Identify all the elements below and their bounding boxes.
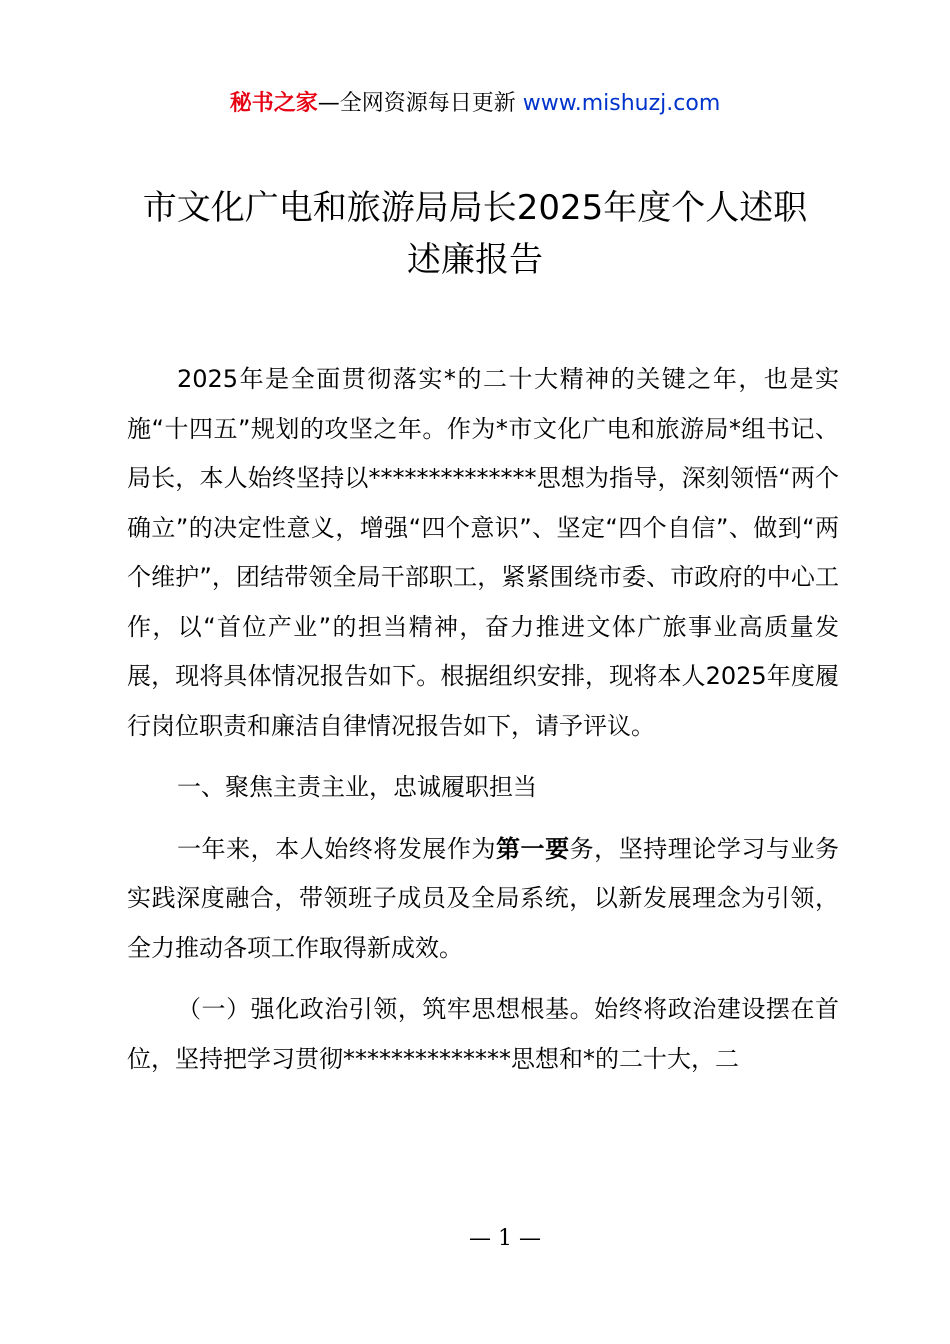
brand-name: 秘书之家 [229, 91, 318, 116]
title-line-2: 述廉报告 [407, 240, 543, 280]
paragraph-overview [127, 825, 839, 974]
site-header [0, 88, 950, 120]
paragraph-overview-end: 务，坚持理论学习与业务实践深度融合，带领班子成员及全局系统，以新发展理念为引领，全力推动各项工作取得新成效。 [127, 834, 840, 962]
header-tagline: —全网资源每日更新 [317, 91, 523, 116]
paragraph-overview-start: 一年来，本人始终将发展作为 [177, 834, 496, 863]
document-body [127, 355, 839, 1084]
title-line-1: 市文化广电和旅游局局长2025年度个人述职 [142, 188, 808, 228]
document-title [0, 182, 950, 286]
paragraph-intro: 2025年是全面贯彻落实*的二十大精神的关键之年，也是实施“十四五”规划的攻坚之年。作为*市文化广电和旅游局*组书记、局长，本人始终坚持以**************思想为指导，深刻领悟“两个确立”的决定性意义，增强“四个意识”、坚定“四个自信”、做到“两个维护”，团结带领全局干部职工，紧紧围绕市委、市政府的中心工作，以“首位产业”的担当精神，奋力推进文体广旅事业高质量发展，现将具体情况报告如下。根据组织安排，现将本人2025年度履行岗位职责和廉洁自律情况报告如下，请予评议。 [127, 365, 839, 740]
site-url-link[interactable]: www.mishuzj.com [522, 91, 721, 116]
paragraph-political-guidance: （一）强化政治引领，筑牢思想根基。始终将政治建设摆在首位，坚持把学习贯彻**************思想和*的二十大，二 [127, 995, 839, 1073]
section-heading-1: 一、聚焦主责主业，忠诚履职担当 [177, 773, 537, 801]
paragraph-overview-bold: 第一要 [496, 834, 570, 863]
page-number: — 1 — [469, 1226, 541, 1251]
